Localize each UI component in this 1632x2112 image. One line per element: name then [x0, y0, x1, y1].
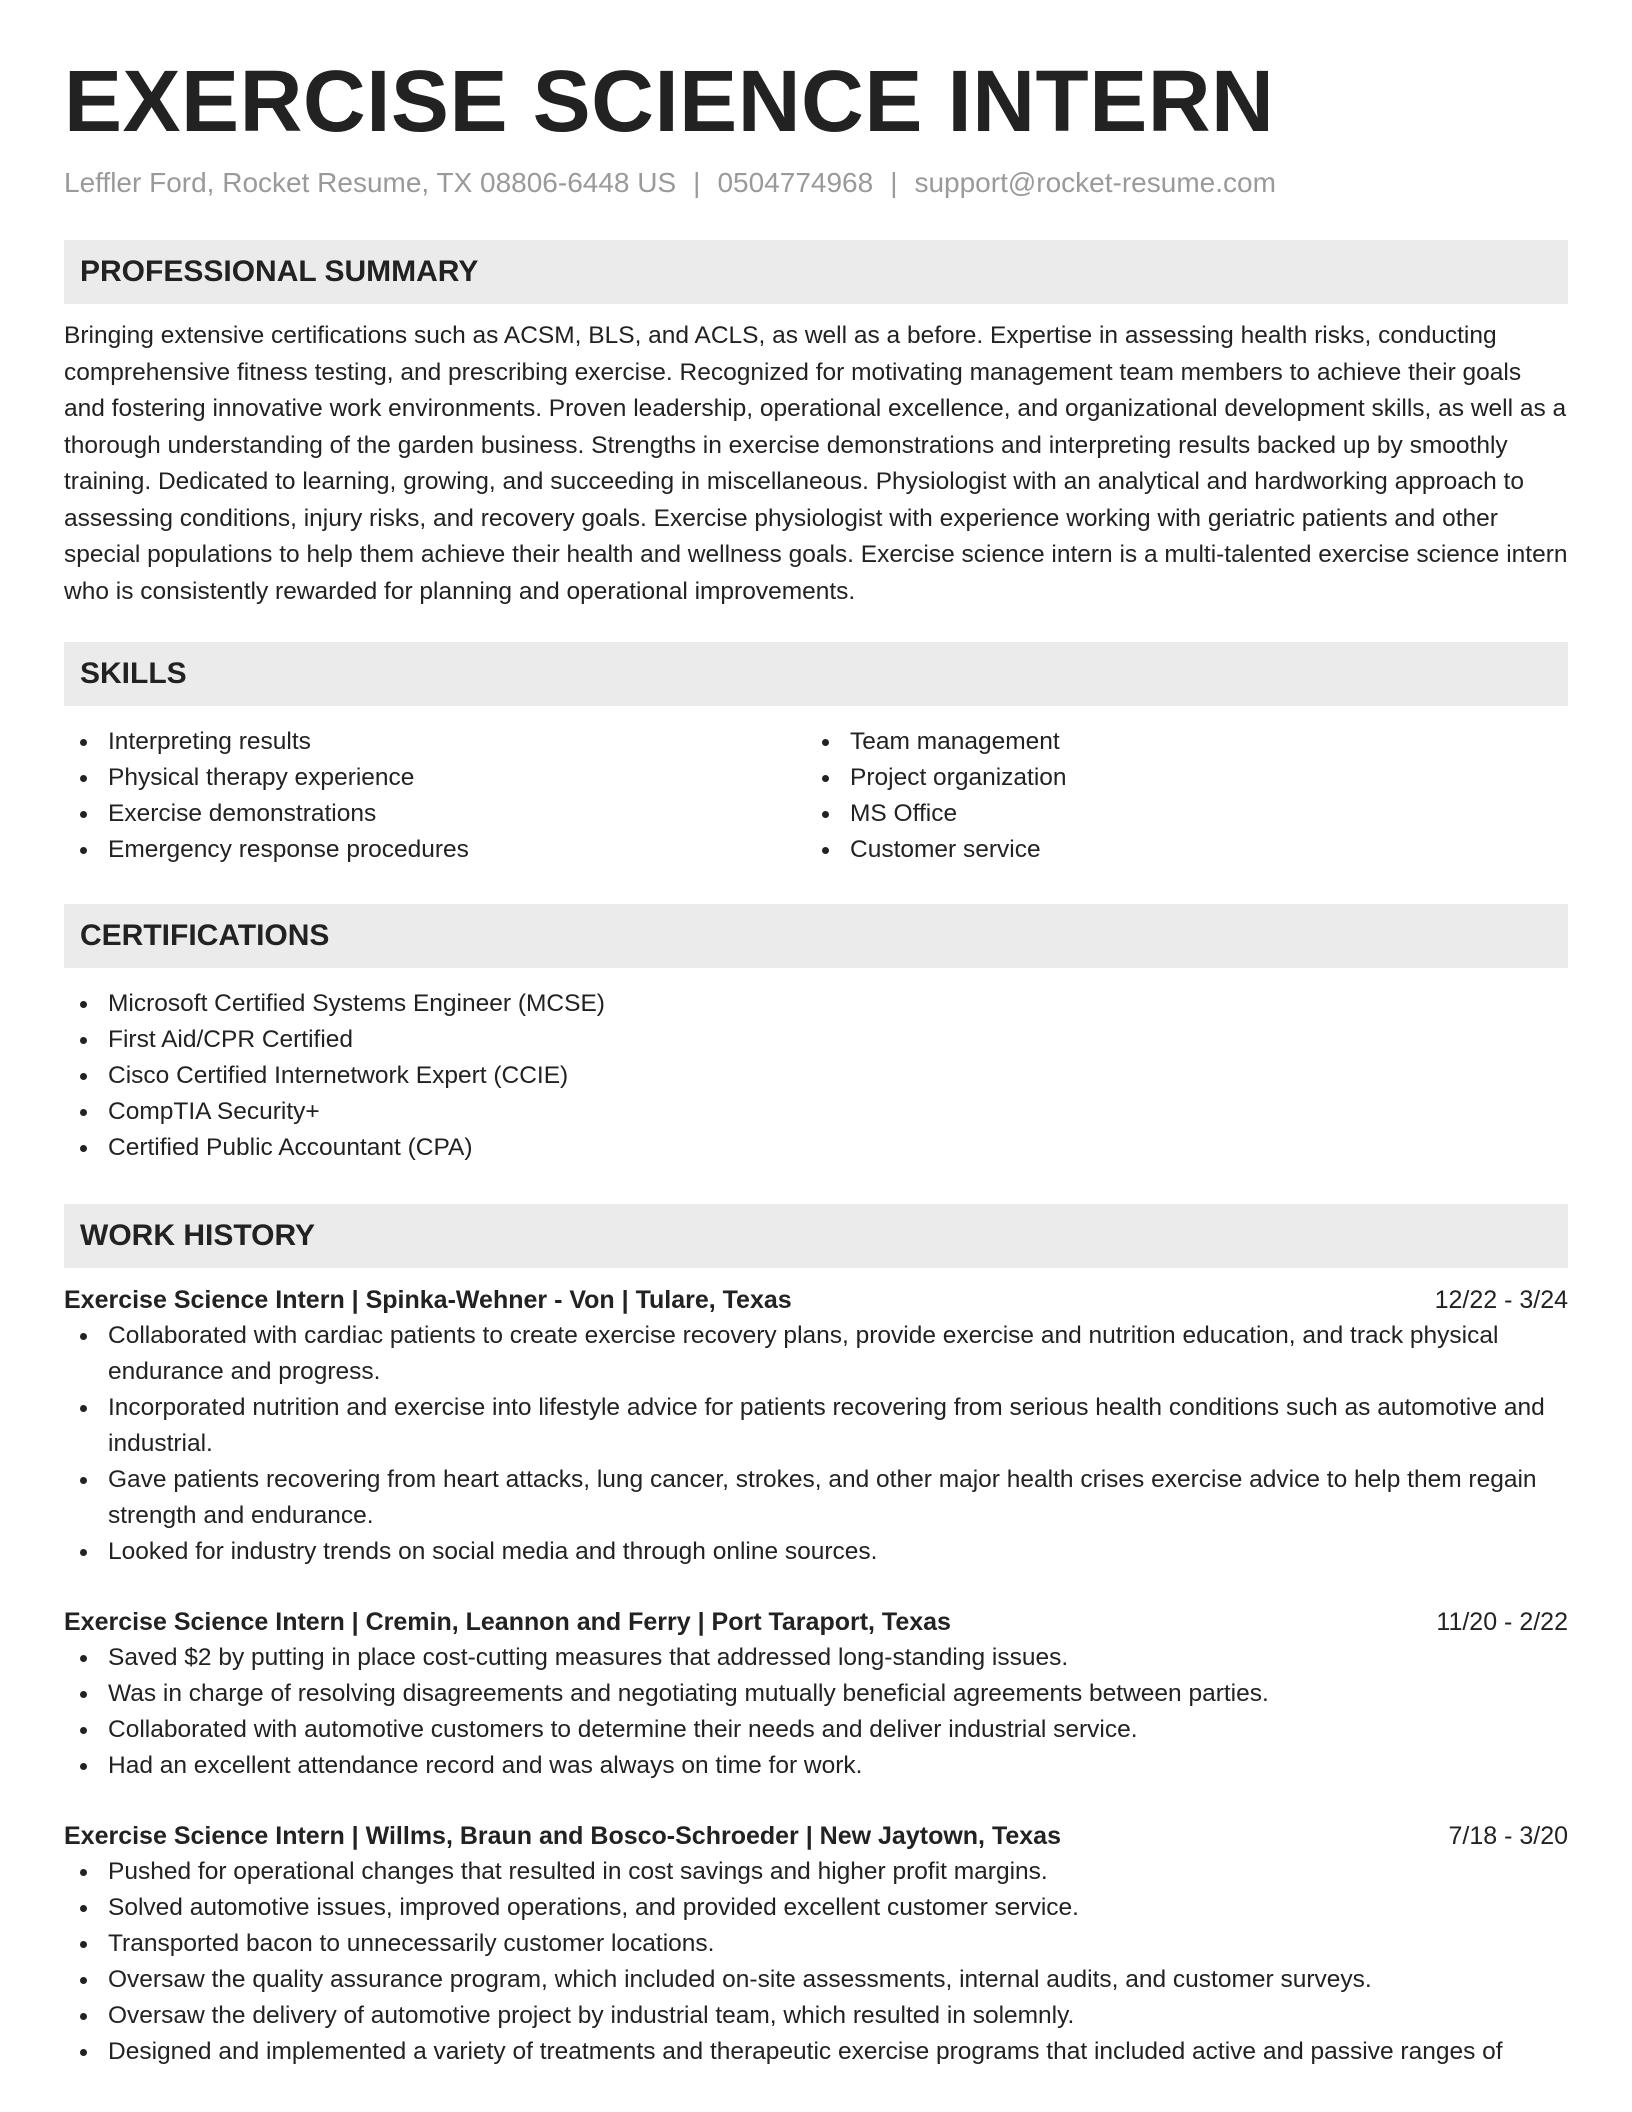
- job-dates: 7/18 - 3/20: [1448, 1822, 1568, 1850]
- job-bullet: Saved $2 by putting in place cost-cutting measures that addressed long-standing issues.: [64, 1640, 1568, 1676]
- skills-grid: [64, 724, 1568, 868]
- skill-item: Emergency response procedures: [64, 832, 806, 868]
- job-entry: [64, 1818, 1568, 2070]
- skill-item: MS Office: [806, 796, 1548, 832]
- summary-text: Bringing extensive certifications such as ACSM, BLS, and ACLS, as well as a before. Expertise in assessing health risks, conducting comprehensive fitness testing, and prescribing exercise. Recognized for motivating management team members to achieve their goals and fostering innovative work environments. Proven leadership, operational excellence, and organizational development skills, as well as a thorough understanding of the garden business. Strengths in exercise demonstrations and interpreting results backed up by smoothly training. Dedicated to learning, growing, and succeeding in miscellaneous. Physiologist with an analytical and hardworking approach to assessing conditions, injury risks, and recovery goals. Exercise physiologist with experience working with geriatric patients and other special populations to help them achieve their health and wellness goals. Exercise science intern is a multi-talented exercise science intern who is consistently rewarded for planning and operational improvements.: [64, 322, 1568, 605]
- certification-item: Microsoft Certified Systems Engineer (MCSE): [64, 986, 1568, 1022]
- certification-item: Certified Public Accountant (CPA): [64, 1130, 1568, 1166]
- certification-item: CompTIA Security+: [64, 1094, 1568, 1130]
- job-bullet: Oversaw the quality assurance program, which included on-site assessments, internal audits, and customer surveys.: [64, 1962, 1568, 1998]
- job-bullets: [64, 1640, 1568, 1784]
- job-bullet: Incorporated nutrition and exercise into lifestyle advice for patients recovering from serious health conditions such as automotive and industrial.: [64, 1390, 1568, 1462]
- skill-item: Team management: [806, 724, 1548, 760]
- job-dates: 11/20 - 2/22: [1436, 1608, 1568, 1636]
- job-bullet: Collaborated with automotive customers to determine their needs and deliver industrial service.: [64, 1712, 1568, 1748]
- contact-separator: |: [693, 167, 701, 198]
- certifications-heading: CERTIFICATIONS: [64, 904, 1568, 968]
- job-entry: [64, 1282, 1568, 1570]
- job-bullet: Collaborated with cardiac patients to create exercise recovery plans, provide exercise and nutrition education, and track physical endurance and progress.: [64, 1318, 1568, 1390]
- contact-address: Leffler Ford, Rocket Resume, TX 08806-6448 US: [64, 167, 677, 198]
- job-title: Exercise Science Intern | Spinka-Wehner - Von | Tulare, Texas: [64, 1286, 792, 1314]
- job-dates: 12/22 - 3/24: [1434, 1286, 1568, 1314]
- job-bullets: [64, 1854, 1568, 2070]
- skills-list-right: [806, 724, 1548, 868]
- job-bullet: Oversaw the delivery of automotive project by industrial team, which resulted in solemnly.: [64, 1998, 1568, 2034]
- skill-item: Customer service: [806, 832, 1548, 868]
- job-bullet: Had an excellent attendance record and was always on time for work.: [64, 1748, 1568, 1784]
- skill-item: Project organization: [806, 760, 1548, 796]
- resume-name-title: EXERCISE SCIENCE INTERN: [64, 53, 1275, 150]
- job-header: [64, 1604, 1568, 1640]
- skills-list-left: [64, 724, 806, 868]
- job-title: Exercise Science Intern | Willms, Braun and Bosco-Schroeder | New Jaytown, Texas: [64, 1822, 1061, 1850]
- contact-separator: |: [890, 167, 898, 198]
- skill-item: Exercise demonstrations: [64, 796, 806, 832]
- contact-phone: 0504774968: [717, 167, 874, 198]
- contact-line: [64, 166, 1568, 200]
- job-header: [64, 1818, 1568, 1854]
- job-header: [64, 1282, 1568, 1318]
- job-bullet: Transported bacon to unnecessarily customer locations.: [64, 1926, 1568, 1962]
- skill-item: Interpreting results: [64, 724, 806, 760]
- job-bullet: Pushed for operational changes that resulted in cost savings and higher profit margins.: [64, 1854, 1568, 1890]
- job-bullets: [64, 1318, 1568, 1570]
- certification-item: First Aid/CPR Certified: [64, 1022, 1568, 1058]
- job-bullet: Gave patients recovering from heart attacks, lung cancer, strokes, and other major health crises exercise advice to help them regain strength and endurance.: [64, 1462, 1568, 1534]
- job-entry: [64, 1604, 1568, 1784]
- resume-page: [64, 0, 1568, 2070]
- certification-item: Cisco Certified Internetwork Expert (CCIE): [64, 1058, 1568, 1094]
- certifications-list: [64, 986, 1568, 1166]
- job-title: Exercise Science Intern | Cremin, Leannon and Ferry | Port Taraport, Texas: [64, 1608, 951, 1636]
- contact-email: support@rocket-resume.com: [914, 167, 1276, 198]
- summary-heading: PROFESSIONAL SUMMARY: [64, 240, 1568, 304]
- skill-item: Physical therapy experience: [64, 760, 806, 796]
- skills-heading: SKILLS: [64, 642, 1568, 706]
- job-bullet: Was in charge of resolving disagreements and negotiating mutually beneficial agreements between parties.: [64, 1676, 1568, 1712]
- job-bullet: Solved automotive issues, improved operations, and provided excellent customer service.: [64, 1890, 1568, 1926]
- job-bullet: Looked for industry trends on social media and through online sources.: [64, 1534, 1568, 1570]
- job-bullet: Designed and implemented a variety of treatments and therapeutic exercise programs that included active and passive ranges of: [64, 2034, 1568, 2070]
- work-history-heading: WORK HISTORY: [64, 1204, 1568, 1268]
